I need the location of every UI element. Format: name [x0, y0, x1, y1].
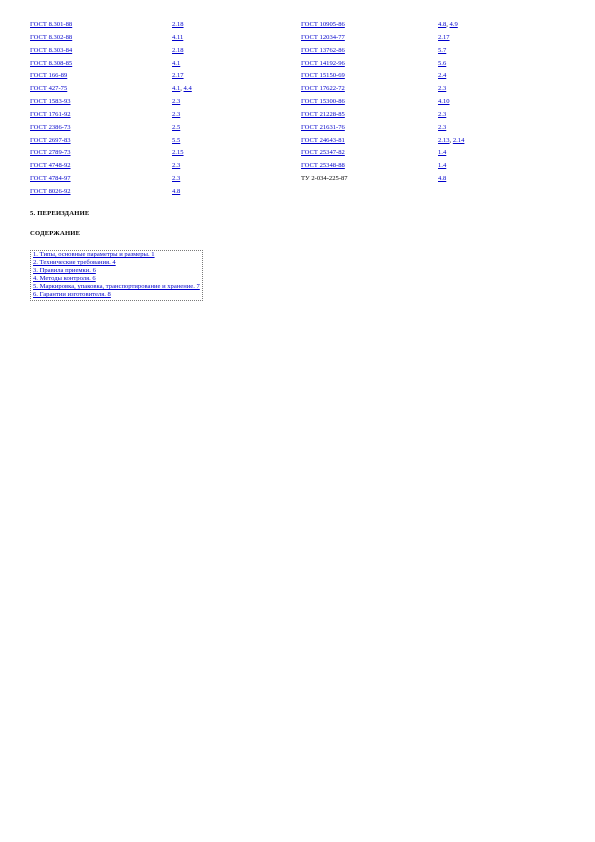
toc-item	[33, 275, 200, 283]
table-row	[30, 110, 528, 123]
table-row	[30, 71, 528, 84]
clause-link[interactable]: 4.9	[449, 21, 458, 28]
standard-link[interactable]: ГОСТ 4784-97	[30, 175, 71, 183]
standard-link[interactable]: ГОСТ 1761-92	[30, 110, 71, 118]
clause-link[interactable]: 2.13	[438, 136, 450, 144]
clause-link[interactable]: 2.18	[172, 21, 184, 28]
table-row	[30, 46, 528, 59]
toc-link[interactable]: 4. Методы контроля. 6	[33, 275, 96, 283]
clause-link[interactable]: 2.15	[172, 149, 184, 157]
toc-link[interactable]: 2. Технические требования. 4	[33, 259, 116, 267]
clause-link[interactable]: 2.14	[452, 136, 465, 144]
standard-link[interactable]: ГОСТ 166-89	[30, 72, 68, 80]
standard-link[interactable]: ГОСТ 25348-88	[301, 162, 345, 170]
standard-link[interactable]: ГОСТ 8.303-84	[30, 46, 73, 54]
standard-link[interactable]: ГОСТ 8.301-88	[30, 21, 73, 28]
item-separator: ,	[449, 136, 453, 144]
toc-link[interactable]: 5. Маркировка, упаковка, транспортирование и хранение. 7	[33, 283, 200, 291]
table-of-contents	[30, 250, 203, 301]
standard-link[interactable]: ГОСТ 8026-92	[30, 187, 71, 195]
clause-link[interactable]: 2.4	[438, 72, 447, 80]
clause-link[interactable]: 4.8	[438, 175, 447, 183]
reference-documents-table	[30, 20, 528, 200]
standard-link[interactable]: ГОСТ 10905-86	[301, 21, 345, 28]
clause-link[interactable]: 1.4	[438, 149, 447, 157]
table-row	[30, 33, 528, 46]
table-row	[30, 136, 528, 149]
clause-link[interactable]: 1.4	[438, 162, 447, 170]
standard-link[interactable]: ГОСТ 8.308-85	[30, 59, 73, 67]
item-separator: ,	[180, 85, 184, 93]
standard-link[interactable]: ГОСТ 21631-76	[301, 123, 345, 131]
standard-link: ТУ 2-034-225-87	[301, 175, 348, 183]
table-row	[30, 174, 528, 187]
clause-link[interactable]: 5.7	[438, 46, 447, 54]
standard-link[interactable]: ГОСТ 12034-77	[301, 33, 345, 41]
clause-link[interactable]: 4.4	[183, 85, 192, 93]
contents-heading: СОДЕРЖАНИЕ	[30, 230, 81, 237]
clause-link[interactable]: 4.1	[172, 59, 181, 67]
standard-link[interactable]: ГОСТ 2697-83	[30, 136, 71, 144]
table-row	[30, 97, 528, 110]
standard-link[interactable]: ГОСТ 24643-81	[301, 136, 345, 144]
toc-item	[33, 267, 200, 275]
clause-link[interactable]: 2.3	[172, 175, 181, 183]
standard-link[interactable]: ГОСТ 17622-72	[301, 85, 345, 93]
table-row	[30, 84, 528, 97]
clause-link[interactable]: 2.3	[438, 85, 447, 93]
standard-link[interactable]: ГОСТ 427-75	[30, 85, 68, 93]
table-row	[30, 161, 528, 174]
toc-item	[33, 259, 200, 267]
standard-link[interactable]: ГОСТ 2386-73	[30, 123, 71, 131]
clause-link[interactable]: 2.18	[172, 46, 184, 54]
table-row	[30, 59, 528, 72]
clause-link[interactable]: 2.3	[172, 98, 181, 106]
standard-link[interactable]: ГОСТ 15150-69	[301, 72, 345, 80]
table-row	[30, 187, 528, 200]
toc-item	[33, 251, 200, 259]
clause-link[interactable]: 5.5	[172, 136, 181, 144]
clause-link[interactable]: 4.11	[172, 33, 184, 41]
clause-link[interactable]: 4.10	[438, 98, 450, 106]
toc-item	[33, 283, 200, 291]
clause-link[interactable]: 2.3	[172, 162, 181, 170]
standard-link[interactable]: ГОСТ 8.302-88	[30, 33, 73, 41]
toc-link[interactable]: 1. Типы, основные параметры и размеры. 1	[33, 251, 155, 258]
standard-link[interactable]: ГОСТ 1583-93	[30, 98, 71, 106]
clause-link[interactable]: 2.3	[438, 110, 447, 118]
clause-link[interactable]: 2.17	[438, 33, 450, 41]
clause-link[interactable]: 2.17	[172, 72, 184, 80]
table-row	[30, 148, 528, 161]
clause-link[interactable]: 2.3	[438, 123, 447, 131]
clause-link[interactable]: 2.3	[172, 110, 181, 118]
toc-link[interactable]: 6. Гарантии изготовителя. 8	[33, 291, 111, 299]
toc-link[interactable]: 3. Правила приемки. 6	[33, 267, 96, 275]
clause-link[interactable]: 5.6	[438, 59, 447, 67]
table-row	[30, 123, 528, 136]
standard-link[interactable]: ГОСТ 14192-96	[301, 59, 345, 67]
standard-link[interactable]: ГОСТ 15300-86	[301, 98, 345, 106]
table-row	[30, 20, 528, 33]
toc-item	[33, 291, 200, 299]
item-separator: ,	[446, 21, 450, 28]
standard-link[interactable]: ГОСТ 21228-85	[301, 110, 345, 118]
standard-link[interactable]: ГОСТ 2789-73	[30, 149, 71, 157]
standard-link[interactable]: ГОСТ 25347-82	[301, 149, 345, 157]
reissue-heading: 5. ПЕРЕИЗДАНИЕ	[30, 210, 90, 217]
standard-link[interactable]: ГОСТ 4748-92	[30, 162, 71, 170]
clause-link[interactable]: 4.8	[438, 21, 447, 28]
standard-link[interactable]: ГОСТ 13762-86	[301, 46, 345, 54]
clause-link[interactable]: 4.8	[172, 187, 181, 195]
clause-link[interactable]: 2.5	[172, 123, 181, 131]
clause-link[interactable]: 4.1	[172, 85, 181, 93]
